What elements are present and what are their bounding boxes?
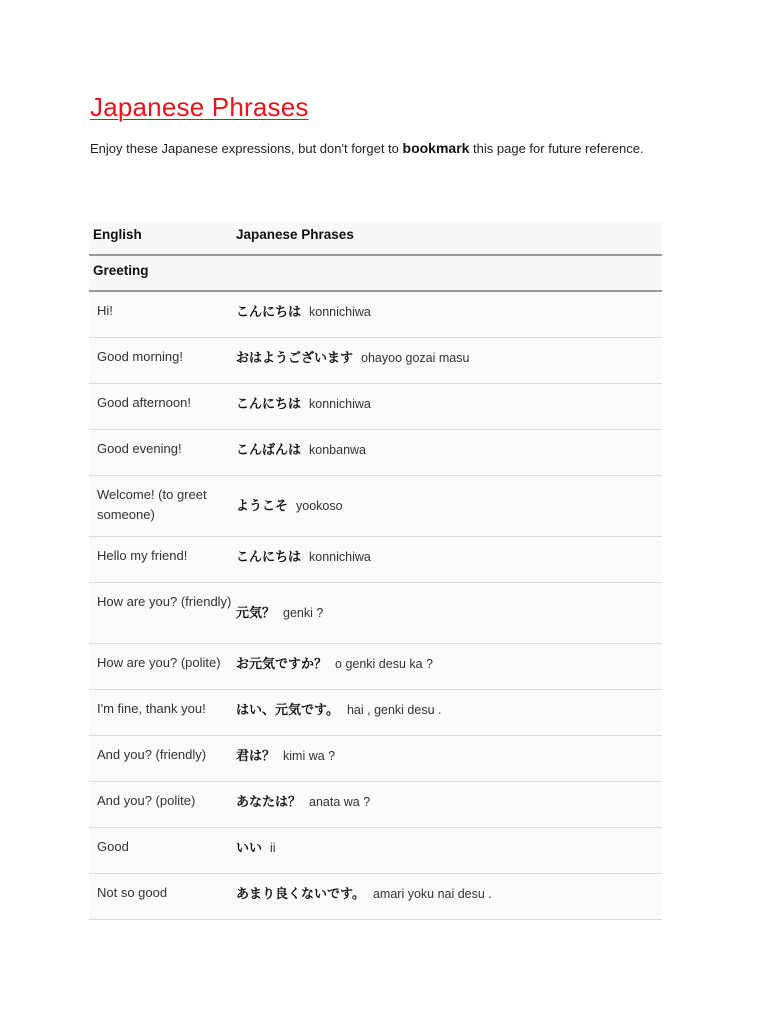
- intro-emphasis: bookmark: [402, 140, 470, 156]
- table-row: [89, 736, 662, 782]
- japanese-cell: [236, 837, 662, 859]
- japanese-script: いい: [236, 841, 263, 856]
- japanese-script: おはようございます: [236, 351, 354, 366]
- japanese-cell: [236, 699, 662, 721]
- table-header-row: [89, 222, 662, 256]
- english-cell: Good afternoon!: [97, 395, 191, 410]
- english-cell: And you? (friendly): [97, 747, 207, 762]
- table-row: [89, 384, 662, 430]
- phrase-table: [89, 222, 662, 920]
- japanese-cell: [236, 653, 662, 675]
- japanese-script: あなたは？: [236, 795, 302, 810]
- group-label: Greeting: [93, 263, 149, 278]
- romaji-text: ohayoo gozai masu: [361, 351, 470, 365]
- header-english: English: [93, 227, 142, 242]
- table-row: [89, 644, 662, 690]
- table-row: [89, 292, 662, 338]
- romaji-text: konnichiwa: [309, 305, 371, 319]
- english-cell: Not so good: [97, 885, 168, 900]
- japanese-cell: [236, 883, 662, 905]
- japanese-script: こんにちは: [236, 550, 302, 565]
- japanese-script: お元気ですか？: [236, 657, 328, 672]
- japanese-script: こんにちは: [236, 305, 302, 320]
- intro-paragraph: [90, 140, 644, 156]
- romaji-text: o genki desu ka ?: [335, 657, 434, 671]
- table-row: [89, 874, 662, 920]
- english-cell: Good evening!: [97, 441, 182, 456]
- japanese-cell: [236, 791, 662, 813]
- intro-text-before: Enjoy these Japanese expressions, but don't forget to: [90, 141, 403, 156]
- english-cell: Good morning!: [97, 349, 183, 364]
- japanese-cell: [236, 439, 662, 461]
- romaji-text: ii: [270, 841, 276, 855]
- japanese-cell: [236, 301, 662, 323]
- japanese-cell: [236, 393, 662, 415]
- romaji-text: hai , genki desu .: [346, 703, 442, 717]
- japanese-cell: [236, 592, 662, 624]
- romaji-text: anata wa ?: [309, 795, 371, 809]
- romaji-text: kimi wa ?: [283, 749, 336, 763]
- japanese-cell: [236, 485, 662, 517]
- english-cell: How are you? (friendly): [97, 594, 232, 609]
- romaji-text: genki ?: [283, 606, 324, 620]
- japanese-cell: [236, 546, 662, 568]
- table-row: [89, 583, 662, 644]
- english-cell: Welcome! (to greet someone): [97, 487, 207, 522]
- table-row: [89, 430, 662, 476]
- group-row-greeting: [89, 256, 662, 292]
- japanese-script: あまり良くないです。: [236, 887, 365, 902]
- english-cell: How are you? (polite): [97, 655, 221, 670]
- page-title: Japanese Phrases: [90, 92, 309, 122]
- table-row: [89, 828, 662, 874]
- japanese-script: 元気？: [236, 606, 276, 621]
- table-row: [89, 537, 662, 583]
- japanese-script: こんばんは: [236, 443, 302, 458]
- table-row: [89, 476, 662, 537]
- english-cell: I'm fine, thank you!: [97, 701, 206, 716]
- table-row: [89, 690, 662, 736]
- japanese-cell: [236, 745, 662, 767]
- table-row: [89, 338, 662, 384]
- english-cell: Hello my friend!: [97, 548, 188, 563]
- english-cell: Hi!: [97, 303, 113, 318]
- romaji-text: konbanwa: [309, 443, 367, 457]
- header-japanese: Japanese Phrases: [236, 227, 354, 242]
- japanese-script: こんにちは: [236, 397, 302, 412]
- intro-text-after: this page for future reference.: [469, 141, 644, 156]
- romaji-text: konnichiwa: [309, 397, 371, 411]
- japanese-script: はい、元気です。: [236, 703, 339, 718]
- romaji-text: amari yoku nai desu .: [372, 887, 492, 901]
- phrase-rows: [89, 292, 662, 920]
- japanese-cell: [236, 347, 662, 369]
- japanese-script: ようこそ: [236, 499, 289, 514]
- table-row: [89, 782, 662, 828]
- english-cell: Good: [97, 839, 129, 854]
- romaji-text: yookoso: [296, 499, 343, 513]
- english-cell: And you? (polite): [97, 793, 196, 808]
- japanese-script: 君は？: [236, 749, 276, 764]
- romaji-text: konnichiwa: [309, 550, 371, 564]
